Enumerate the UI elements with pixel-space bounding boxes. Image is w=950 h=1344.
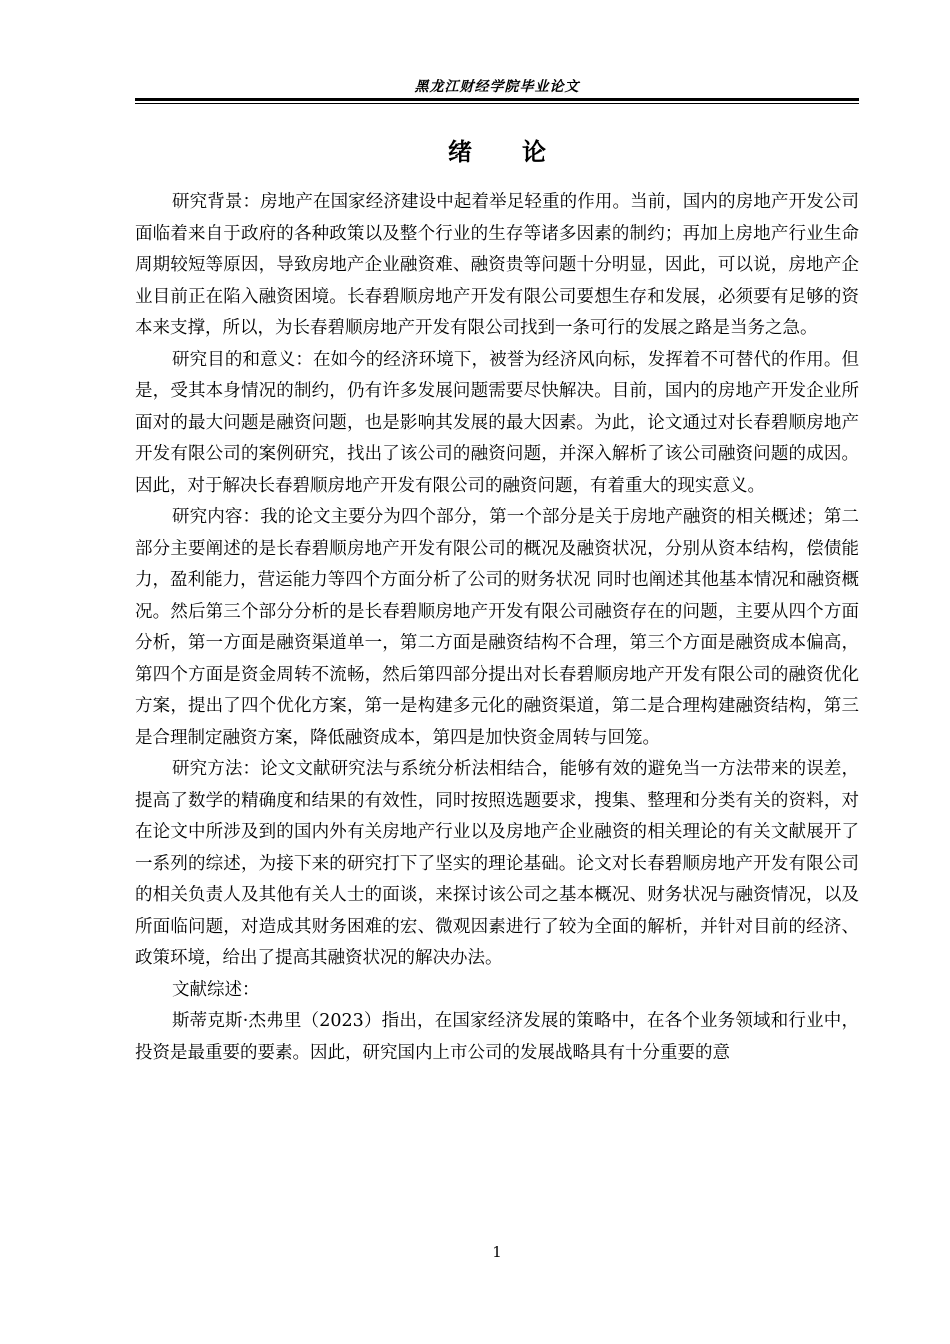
paragraph-research-method: 研究方法：论文文献研究法与系统分析法相结合，能够有效的避免当一方法带来的误差，提高了数学的精确度和结果的有效性，同时按照选题要求，搜集、整理和分类有关的资料，对在论文中所涉及到的国内外有关房地产行业以及房地产企业融资的相关理论的有关文献展开了一系列的综述，为接下来的研究打下了坚实的理论基础。论文对长春碧顺房地产开发有限公司的相关负责人及其他有关人士的面谈，来探讨该公司之基本概况、财务状况与融资情况，以及所面临问题，对造成其财务困难的宏、微观因素进行了较为全面的解析，并针对目前的经济、政策环境，给出了提高其融资状况的解决办法。	[135, 759, 859, 968]
running-header: 黑龙江财经学院毕业论文	[414, 79, 580, 95]
page-number: 1	[492, 1243, 502, 1261]
header-rule-thick	[135, 98, 859, 101]
chapter-title: 绪论	[448, 137, 596, 166]
paragraph-research-purpose: 研究目的和意义：在如今的经济环境下，被誉为经济风向标，发挥着不可替代的作用。但是，受其本身情况的制约，仍有许多发展问题需要尽快解决。目前，国内的房地产开发企业所面对的最大问题是融资问题，也是影响其发展的最大因素。为此，论文通过对长春碧顺房地产开发有限公司的案例研究，找出了该公司的融资问题，并深入解析了该公司融资问题的成因。因此，对于解决长春碧顺房地产开发有限公司的融资问题，有着重大的现实意义。	[135, 349, 859, 496]
paragraph-research-content: 研究内容：我的论文主要分为四个部分，第一个部分是关于房地产融资的相关概述；第二部分主要阐述的是长春碧顺房地产开发有限公司的概况及融资状况，分别从资本结构，偿债能力，盈利能力，营运能力等四个方面分析了公司的财务状况 同时也阐述其他基本情况和融资概况。然后第三个部分分析的是长春碧顺房地产开发有限公司融资存在的问题，主要从四个方面分析，第一方面是融资渠道单一，第二方面是融资结构不合理，第三个方面是融资成本偏高，第四个方面是资金周转不流畅，然后第四部分提出对长春碧顺房地产开发有限公司的融资优化方案，提出了四个优化方案，第一是构建多元化的融资渠道，第二是合理构建融资结构，第三是合理制定融资方案，降低融资成本，第四是加快资金周转与回笼。	[135, 507, 859, 748]
body-text	[135, 187, 859, 1069]
header-rule-thin	[135, 103, 859, 104]
paragraph-literature-review-heading: 文献综述：	[172, 979, 260, 1000]
paragraph-research-background: 研究背景：房地产在国家经济建设中起着举足轻重的作用。当前，国内的房地产开发公司面临着来自于政府的各种政策以及整个行业的生存等诸多因素的制约；再加上房地产行业生命周期较短等原因，导致房地产企业融资难、融资贵等问题十分明显，因此，可以说，房地产企业目前正在陷入融资困境。长春碧顺房地产开发有限公司要想生存和发展，必须要有足够的资本来支撑，所以，为长春碧顺房地产开发有限公司找到一条可行的发展之路是当务之急。	[135, 192, 859, 338]
paragraph-literature-review: 斯蒂克斯·杰弗里（2023）指出，在国家经济发展的策略中，在各个业务领域和行业中，投资是最重要的要素。因此，研究国内上市公司的发展战略具有十分重要的意	[135, 1011, 859, 1063]
